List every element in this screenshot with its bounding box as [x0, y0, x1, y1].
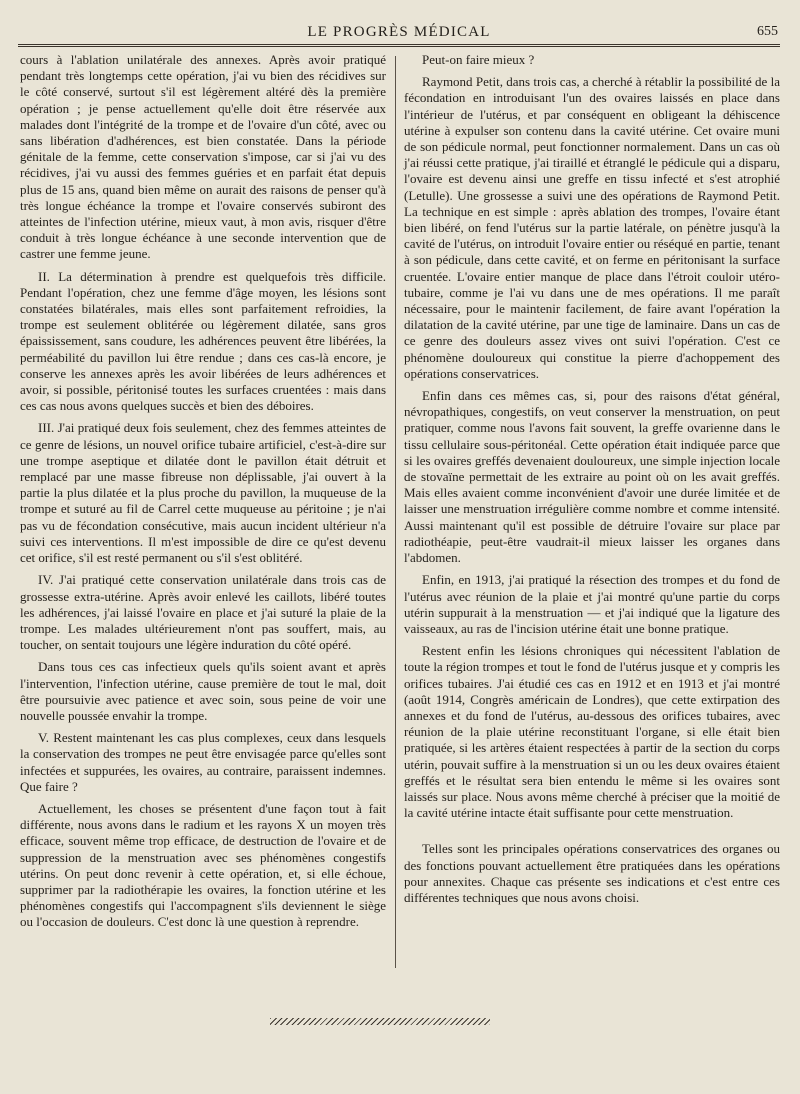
- paragraph: Restent enfin les lésions chroniques qui nécessitent l'ablation de toute la région trompes et tout le fond de l'utérus jusque et y compris les orifices tubaires. J'ai étudié ces cas en 1912 et en 1913 et j'ai montré (août 1914, Congrès américain de Londres), que cette extirpation des annexes et du fond de l'utérus, au-dessous des orifices tubaires, avec réunion de la plaie utérine reconstituant l'organe, si elle était bien pratiquée, si les artères étaient respectées à partir de la section du corps utérin, pouvait suffire à la menstruation si un ou les deux ovaires étaient greffés et le résultat sera bien entendu le même si les ovaires sont laissés sur place. Nous avons même cherché à préciser que la moitié de la cavité utérine intacte était suffisante pour cette menstruation.: [404, 643, 780, 821]
- paragraph: IV. J'ai pratiqué cette conservation unilatérale dans trois cas de grossesse extra-utérine. Après avoir enlevé les caillots, libéré toutes les adhérences, j'ai laissé l'ovaire en place et j'ai suturé la plaie de la trompe. Les malades ultérieurement n'ont pas souffert, mais, au toucher, on sentait toujours une légère induration du côté opéré.: [20, 572, 386, 653]
- left-column: [20, 52, 386, 937]
- paragraph: Raymond Petit, dans trois cas, a cherché à rétablir la possibilité de la fécondation en introduisant l'un des ovaires laissés en place dans l'intérieur de l'utérus, et par conséquent en obligeant la déhiscence utérine à expulser son contenu dans la cavité utérine. Cet ovaire muni de son pédicule normal, peut fonctionner normalement. Dans un cas où j'ai réussi cette pratique, j'ai tiraillé et étranglé le pédicule qui a disparu, l'ovaire est devenu ainsi une greffe en tissu infecté et s'est atrophié (Letulle). Une grossesse a suivi une des opérations de Raymond Petit. La technique en est simple : après ablation des trompes, l'ovaire étant bien libéré, on fend l'utérus sur la partie latérale, on pénètre jusqu'à la cavité de l'utérus, on introduit l'ovaire entier ou réséqué en partie, tenant à son pédicule, dans cette cavité, et on ferme en péritonisant la surface cruentée. L'ovaire entier manque de place dans l'étroit couloir utéro-tubaire, comme je l'ai vu dans une de mes opérations. Il me paraît nécessaire, pour le maintenir facilement, de faire avant l'opération la dilatation de la cavité utérine, par une tige de laminaire. Dans un cas de ce genre des douleurs assez vives ont suivi l'opération. C'est ce phénomène douloureux qui constitue la pierre d'achoppement des opérations conservatrices.: [404, 74, 780, 381]
- journal-title: LE PROGRÈS MÉDICAL: [307, 24, 491, 40]
- paragraph: Peut-on faire mieux ?: [422, 52, 535, 67]
- paragraph: Enfin dans ces mêmes cas, si, pour des raisons d'état général, névropathiques, congestifs, on veut conserver la menstruation, on peut pratiquer, comme nous l'avons fait souvent, la greffe ovarienne dans le tissu cellulaire sous-péritonéal. Cette opération était indiquée parce que si les ovaires greffés devenaient douloureux, une simple injection locale de stovaïne permettait de les extraire au point où on les avait greffés. Mais elles avaient comme inconvénient d'avoir une durée limitée et de laisser une menstruation irrégulière comme nombre et comme intensité. Aussi maintenant qu'il est possible de détruire l'ovaire sur place par radiothéapie, peut-être vaudrait-il mieux laisser les organes dans l'abdomen.: [404, 388, 780, 566]
- paragraph: Telles sont les principales opérations conservatrices des organes ou des fonctions pouvant actuellement être pratiquées dans les opérations pour annexites. Chaque cas présente ses indications et c'est entre ces différentes techniques que nous avons choisi.: [404, 841, 780, 905]
- paragraph: III. J'ai pratiqué deux fois seulement, chez des femmes atteintes de ce genre de lésions, un nouvel orifice tubaire artificiel, c'est-à-dire sur une trompe aseptique et dilatée dont le pavillon était détruit et remplacé par une masse fibreuse non déplissable, j'ai ouvert à la partie la plus dilatée et la plus proche du pavillon, la muqueuse de la trompe et suturé au fil de Carrel cette muqueuse au péritoine ; je n'ai pas vu de fécondation consécutive, mais aucun incident ultérieur n'a suivi ces interventions. Il m'est impossible de dire ce qu'est devenu cet orifice, s'il est resté permanent ou s'il s'est oblitéré.: [20, 420, 386, 566]
- section-ornament: [270, 1018, 490, 1025]
- right-column: [404, 52, 780, 912]
- paragraph: Enfin, en 1913, j'ai pratiqué la résection des trompes et du fond de l'utérus avec réunion de la plaie et j'ai montré qu'une partie du corps utérin suppurait à la menstruation — et j'ai indiqué que la ligature des vaisseaux, au ras de l'incision utérine était une bonne pratique.: [404, 572, 780, 636]
- page-header: [18, 14, 780, 47]
- paragraph: cours à l'ablation unilatérale des annexes. Après avoir pratiqué pendant très longtemps cette opération, j'ai vu bien des récidives sur le côté conservé, surtout s'il est légèrement altéré dès la première opération ; je pense actuellement qu'elle doit être réservée aux malades dont l'intégrité de la trompe et de l'ovaire d'un côté, avec ou sans libération d'adhérences, est bien constatée. Dans la période génitale de la femme, cette conservation s'impose, car si j'ai vu des récidives, j'ai vu aussi des femmes guéries et en parfait état depuis plus de 15 ans, quand bien même on aurait des raisons de penser qu'à très longue échéance la trompe et l'ovaire conservés subiront des atteintes de l'infection utérine, mieux vaut, à mon avis, risquer d'être conduit à très longue échéance à une seconde intervention que de castrer une femme jeune.: [20, 52, 386, 262]
- paragraph: Actuellement, les choses se présentent d'une façon tout à fait différente, nous avons dans le radium et les rayons X un moyen très efficace, souvent même trop efficace, de destruction de l'ovaire et de suppression de la menstruation avec ses phénomènes congestifs utérins. On peut donc revenir à cette opération, et, si elle échoue, supprimer par la radiothérapie les ovaires, la fonction utérine et les phénomènes congestifs qui l'accompagnent s'ils deviennent le siège ou l'occasion de douleurs. C'est donc là une question à reprendre.: [20, 800, 386, 930]
- page-number: 655: [757, 24, 778, 39]
- paragraph: V. Restent maintenant les cas plus complexes, ceux dans lesquels la conservation des trompes ne peut être envisagée parce qu'elles sont infectées et suppurées, les ovaires, au contraire, paraissent indemnes. Que faire ?: [20, 730, 386, 794]
- column-divider: [395, 56, 396, 968]
- paragraph: Dans tous ces cas infectieux quels qu'ils soient avant et après l'intervention, l'infection utérine, cause première de tout le mal, doit être poursuivie avec patience et avec soin, sous peine de voir une nouvelle poussée envahir la trompe.: [20, 659, 386, 723]
- paragraph: II. La détermination à prendre est quelquefois très difficile. Pendant l'opération, chez une femme d'âge moyen, les lésions sont constatées bilatérales, mais elles sont parfaitement refroidies, la trompe est seulement oblitérée ou légèrement dilatée, sans gros épaississement, sans coudure, les adhérences peuvent être libérées, la perméabilité du pavillon lui être rendue ; dans ces cas-là encore, je conserve les annexes après les avoir libérées de leurs adhérences et avoir, si possible, péritonisé toutes les surfaces cruentées : mais dans ces cas nous avons quelques succès et bien des déboires.: [20, 268, 386, 414]
